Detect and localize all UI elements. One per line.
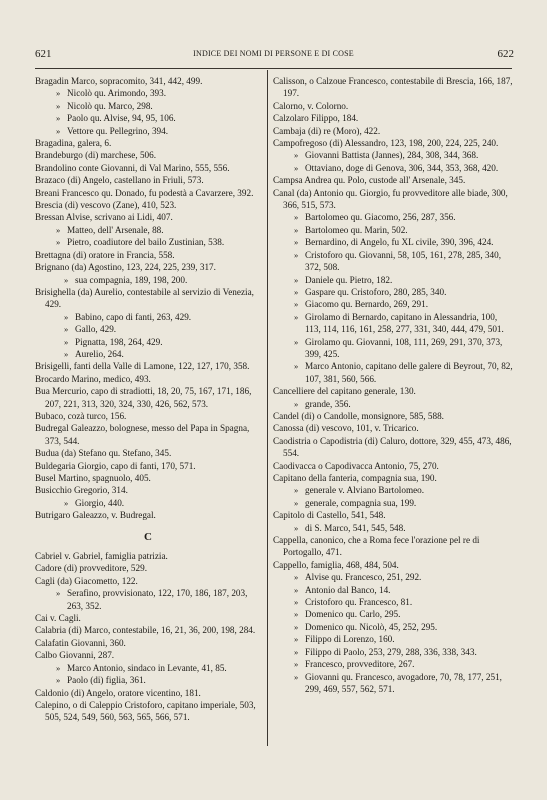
entry-text: di S. Marco, 541, 545, 548. [305,522,406,533]
ditto-mark: » [56,100,61,111]
entry-text: Domenico qu. Nicolò, 45, 252, 295. [305,621,438,632]
ditto-mark: » [56,88,61,99]
entry-text: Cristoforo qu. Francesco, 81. [305,597,413,608]
ditto-mark: » [64,274,69,285]
entry-text: Giovanni Battista (Jannes), 284, 308, 344, 368. [305,150,479,161]
index-entry [35,509,261,521]
entry-text: Aurelio, 264. [75,348,124,359]
index-entry [35,460,261,472]
entry-text: Girolamo di Bernardo, capitano in Alessandria, 100, 113, 114, 116, 161, 258, 277, 331, 340, 444, 479, 501. [305,311,504,335]
entry-text: Alvise qu. Francesco, 251, 292. [305,572,422,583]
ditto-mark: » [294,249,299,260]
entry-text: Bubaco, cozà turco, 156. [35,410,127,421]
ditto-mark: » [64,311,69,322]
entry-text: Marco Antonio, sindaco in Levante, 41, 85. [67,662,227,673]
entry-text: Calorno, v. Colorno. [273,100,349,111]
index-subentry [273,274,513,286]
index-entry [35,187,261,199]
ditto-mark: » [294,336,299,347]
entry-text: Caodistria o Capodistria (di) Caluro, dottore, 329, 455, 473, 486, 554. [273,435,512,459]
entry-text: Brisighella (da) Aurelio, contestabile al servizio di Venezia, 429. [35,286,254,310]
index-subentry [273,249,513,274]
index-subentry [35,236,261,248]
index-subentry [273,211,513,223]
index-subentry [35,497,261,509]
index-subentry [273,398,513,410]
index-subentry [273,336,513,361]
index-entry [35,410,261,422]
ditto-mark: » [294,634,299,645]
entry-text: Bernardino, di Angelo, fu XL civile, 390, 396, 424. [305,237,494,248]
entry-text: Brocardo Marino, medico, 493. [35,373,151,384]
entry-text: Campsa Andrea qu. Polo, custode all' Arsenale, 345. [273,175,466,186]
entry-text: Brignano (da) Agostino, 123, 224, 225, 239, 317. [35,262,216,273]
index-entry [273,112,513,124]
column-divider [267,70,268,746]
index-subentry [35,112,261,124]
entry-text: Paolo qu. Alvise, 94, 95, 106. [67,113,176,124]
ditto-mark: » [294,646,299,657]
index-entry [35,149,261,161]
ditto-mark: » [294,659,299,670]
entry-text: Capitolo di Castello, 541, 548. [273,510,386,521]
running-header [0,48,547,62]
index-subentry [35,336,261,348]
ditto-mark: » [56,675,61,686]
entry-text: Canossa (di) vescovo, 101, v. Tricarico. [273,423,419,434]
entry-text: Girolamo qu. Giovanni, 108, 111, 269, 291, 370, 373, 399, 425. [305,336,503,359]
index-subentry [35,125,261,137]
index-column-right [273,75,513,695]
entry-text: Calabria (di) Marco, contestabile, 16, 21, 36, 200, 198, 284. [35,625,256,636]
entry-text: Nicolò qu. Marco, 298. [67,100,153,111]
ditto-mark: » [56,224,61,235]
index-entry [35,249,261,261]
index-entry [35,162,261,174]
entry-text: Bua Mercurio, capo di stradiotti, 18, 20, 75, 167, 171, 186, 207, 221, 313, 320, 324, 330, 426, 562, 573. [35,386,252,409]
entry-text: Breani Francesco qu. Donado, fu podestà a Cavarzere, 392. [35,187,254,198]
entry-text: Cabriel v. Gabriel, famiglia patrizia. [35,551,168,562]
index-entry [273,187,513,212]
ditto-mark: » [56,125,61,136]
index-column-left [35,75,261,724]
ditto-mark: » [64,497,69,508]
entry-text: Nicolò qu. Arimondo, 393. [67,88,167,99]
entry-text: Busel Martino, spagnuolo, 405. [35,473,151,483]
index-subentry [35,662,261,674]
entry-text: Babino, capo di fanti, 263, 429. [75,311,192,322]
index-entry [273,125,513,137]
index-entry [273,509,513,521]
entry-text: Canal (da) Antonio qu. Giorgio, fu provveditore alle biade, 300, 366, 515, 573. [273,187,508,211]
index-entry [35,472,261,484]
entry-text: Cancelliere del capitano generale, 130. [273,386,416,397]
entry-text: Pietro, coadiutore del bailo Zustinian, 538. [67,237,225,248]
index-subentry [273,596,513,608]
entry-text: Calzolaro Filippo, 184. [273,113,359,124]
entry-text: Capitano della fanteria, compagnia sua, 190. [273,473,437,483]
ditto-mark: » [294,237,299,248]
ditto-mark: » [56,113,61,124]
index-entry [35,211,261,223]
entry-text: Bressan Alvise, scrivano ai Lidi, 407. [35,212,173,223]
index-subentry [273,633,513,645]
index-entry [35,687,261,699]
index-entry [273,100,513,112]
index-entry [35,422,261,447]
index-entry [35,286,261,311]
index-entry [35,447,261,459]
entry-text: Filippo di Lorenzo, 160. [305,634,395,645]
entry-text: Brisigelli, fanti della Valle di Lamone, 122, 127, 170, 358. [35,361,250,372]
ditto-mark: » [294,485,299,496]
entry-text: Bragadin Marco, sopracomito, 341, 442, 499. [35,76,203,86]
entry-text: Cagli (da) Giacometto, 122. [35,575,138,586]
entry-text: Budregal Galeazzo, bolognese, messo del Papa in Spagna, 373, 544. [35,423,250,446]
index-entry [273,385,513,397]
index-entry [35,199,261,211]
ditto-mark: » [56,662,61,673]
ditto-mark: » [56,237,61,248]
ditto-mark: » [294,621,299,632]
entry-text: Serafino, provvisionato, 122, 170, 186, 187, 203, 263, 352. [67,588,248,611]
ditto-mark: » [294,286,299,297]
index-subentry [273,584,513,596]
index-subentry [35,674,261,686]
index-subentry [35,587,261,612]
index-entry [273,410,513,422]
index-subentry [273,671,513,696]
ditto-mark: » [294,274,299,285]
ditto-mark: » [294,299,299,310]
entry-text: Marco Antonio, capitano delle galere di Beyrout, 70, 82, 107, 381, 560, 566. [305,361,513,384]
index-entry [273,422,513,434]
index-subentry [273,608,513,620]
entry-text: Calbo Giovanni, 287. [35,650,115,661]
index-subentry [273,149,513,161]
entry-text: Buldegaria Giorgio, capo di fanti, 170, 571. [35,460,196,471]
entry-text: Candel (di) o Candolle, monsignore, 585, 588. [273,410,444,421]
entry-text: Cadore (di) provveditore, 529. [35,563,148,574]
entry-text: Caldonio (di) Angelo, oratore vicentino, 181. [35,687,201,698]
entry-text: Brettagna (di) oratore in Francia, 558. [35,249,175,260]
entry-text: Calepino, o di Caleppio Cristoforo, capitano imperiale, 503, 505, 524, 549, 560, 563, 565, 566, 571. [35,699,256,723]
index-entry [35,373,261,385]
entry-text: sua compagnia, 189, 198, 200. [75,274,188,285]
ditto-mark: » [294,212,299,223]
index-subentry [273,497,513,509]
entry-text: Bartolomeo qu. Marin, 502. [305,224,408,235]
ditto-mark: » [294,497,299,508]
index-subentry [35,348,261,360]
index-subentry [273,298,513,310]
entry-text: grande, 356. [305,398,351,409]
ditto-mark: » [294,597,299,608]
entry-text: Budua (da) Stefano qu. Stefano, 345. [35,448,172,459]
ditto-mark: » [294,584,299,595]
index-subentry [273,571,513,583]
index-subentry [273,236,513,248]
entry-text: Calafatin Giovanni, 360. [35,637,126,648]
index-entry [35,550,261,562]
ditto-mark: » [294,361,299,372]
ditto-mark: » [294,311,299,322]
ditto-mark: » [294,162,299,173]
index-entry [35,562,261,574]
entry-text: Caodivacca o Capodivacca Antonio, 75, 270. [273,460,439,471]
index-entry [35,484,261,496]
entry-text: Campofregoso (di) Alessandro, 123, 198, 200, 224, 225, 240. [273,138,499,149]
index-subentry [35,224,261,236]
ditto-mark: » [294,150,299,161]
index-entry [35,174,261,186]
entry-text: Domenico qu. Carlo, 295. [305,609,401,620]
entry-text: Giacomo qu. Bernardo, 269, 291. [305,299,428,310]
index-entry [35,575,261,587]
index-subentry [273,360,513,385]
index-entry [273,75,513,100]
index-entry [35,637,261,649]
entry-text: Pignatta, 198, 264, 429. [75,336,163,347]
ditto-mark: » [294,572,299,583]
ditto-mark: » [294,398,299,409]
entry-text: Vettore qu. Pellegrino, 394. [67,125,169,136]
index-subentry [35,87,261,99]
index-entry [35,699,261,724]
ditto-mark: » [294,522,299,533]
entry-text: Francesco, provveditore, 267. [305,659,415,670]
entry-text: generale, compagnia sua, 199. [305,497,417,508]
entry-text: Cai v. Cagli. [35,613,81,624]
entry-text: Filippo di Paolo, 253, 279, 288, 336, 338, 343. [305,646,477,657]
entry-text: Bartolomeo qu. Giacomo, 256, 287, 356. [305,212,456,223]
index-entry [35,75,261,87]
entry-text: Cristoforo qu. Giovanni, 58, 105, 161, 278, 285, 340, 372, 508. [305,249,501,273]
entry-text: Brandeburgo (di) marchese, 506. [35,150,157,161]
ditto-mark: » [56,588,61,599]
entry-text: Brandolino conte Giovanni, di Val Marino, 555, 556. [35,162,230,173]
ditto-mark: » [64,324,69,335]
ditto-mark: » [64,348,69,359]
index-entry [35,261,261,273]
entry-text: Bragadina, galera, 6. [35,138,112,149]
entry-text: Brazaco (di) Angelo, castellano in Friuli, 573. [35,175,204,186]
entry-text: Matteo, dell' Arsenale, 88. [67,224,164,235]
index-entry [35,137,261,149]
index-entry [273,435,513,460]
index-subentry [35,323,261,335]
entry-text: Antonio dal Banco, 14. [305,584,391,595]
entry-text: Calisson, o Calzoue Francesco, contestabile di Brescia, 166, 187, 197. [273,76,513,99]
entry-text: Cappella, canonico, che a Roma fece l'orazione pel re di Portogallo, 471. [273,535,480,558]
index-subentry [273,658,513,670]
ditto-mark: » [64,336,69,347]
index-entry [273,174,513,186]
index-entry [273,472,513,484]
header-rule [35,68,512,69]
index-subentry [273,311,513,336]
index-subentry [273,162,513,174]
ditto-mark: » [294,671,299,682]
entry-text: Busicchio Gregorio, 314. [35,485,128,496]
section-letter: C [144,530,152,543]
entry-text: Gaspare qu. Cristoforo, 280, 285, 340. [305,286,447,297]
entry-text: Gallo, 429. [75,324,117,335]
index-subentry [273,286,513,298]
index-subentry [273,646,513,658]
index-entry [35,624,261,636]
index-entry [273,460,513,472]
index-entry [273,534,513,559]
running-title: INDICE DEI NOMI DI PERSONE E DI COSE [193,49,354,58]
entry-text: Brescia (di) vescovo (Zane), 410, 523. [35,200,177,211]
entry-text: generale v. Alviano Bartolomeo. [305,485,425,496]
entry-text: Butrigaro Galeazzo, v. Budregal. [35,510,156,521]
ditto-mark: » [294,224,299,235]
index-entry [35,612,261,624]
entry-text: Cambaja (di) re (Moro), 422. [273,125,381,136]
index-subentry [35,100,261,112]
entry-text: Giovanni qu. Francesco, avogadore, 70, 78, 177, 251, 299, 469, 557, 562, 571. [305,671,502,694]
index-subentry [273,621,513,633]
entry-text: Cappello, famiglia, 468, 484, 504. [273,559,399,570]
ditto-mark: » [294,609,299,620]
entry-text: Ottaviano, doge di Genova, 306, 344, 353, 368, 420. [305,162,499,173]
index-entry [35,385,261,410]
entry-text: Paolo (di) figlia, 361. [67,675,146,686]
index-subentry [273,224,513,236]
page-number-right: 622 [497,48,514,60]
index-subentry [273,484,513,496]
index-entry [273,559,513,571]
index-subentry [35,274,261,286]
index-entry [35,360,261,372]
index-entry [35,649,261,661]
page-number-left: 621 [35,48,52,60]
index-subentry [35,311,261,323]
entry-text: Giorgio, 440. [75,497,125,508]
index-entry [273,137,513,149]
index-subentry [273,522,513,534]
entry-text: Daniele qu. Pietro, 182. [305,274,393,285]
